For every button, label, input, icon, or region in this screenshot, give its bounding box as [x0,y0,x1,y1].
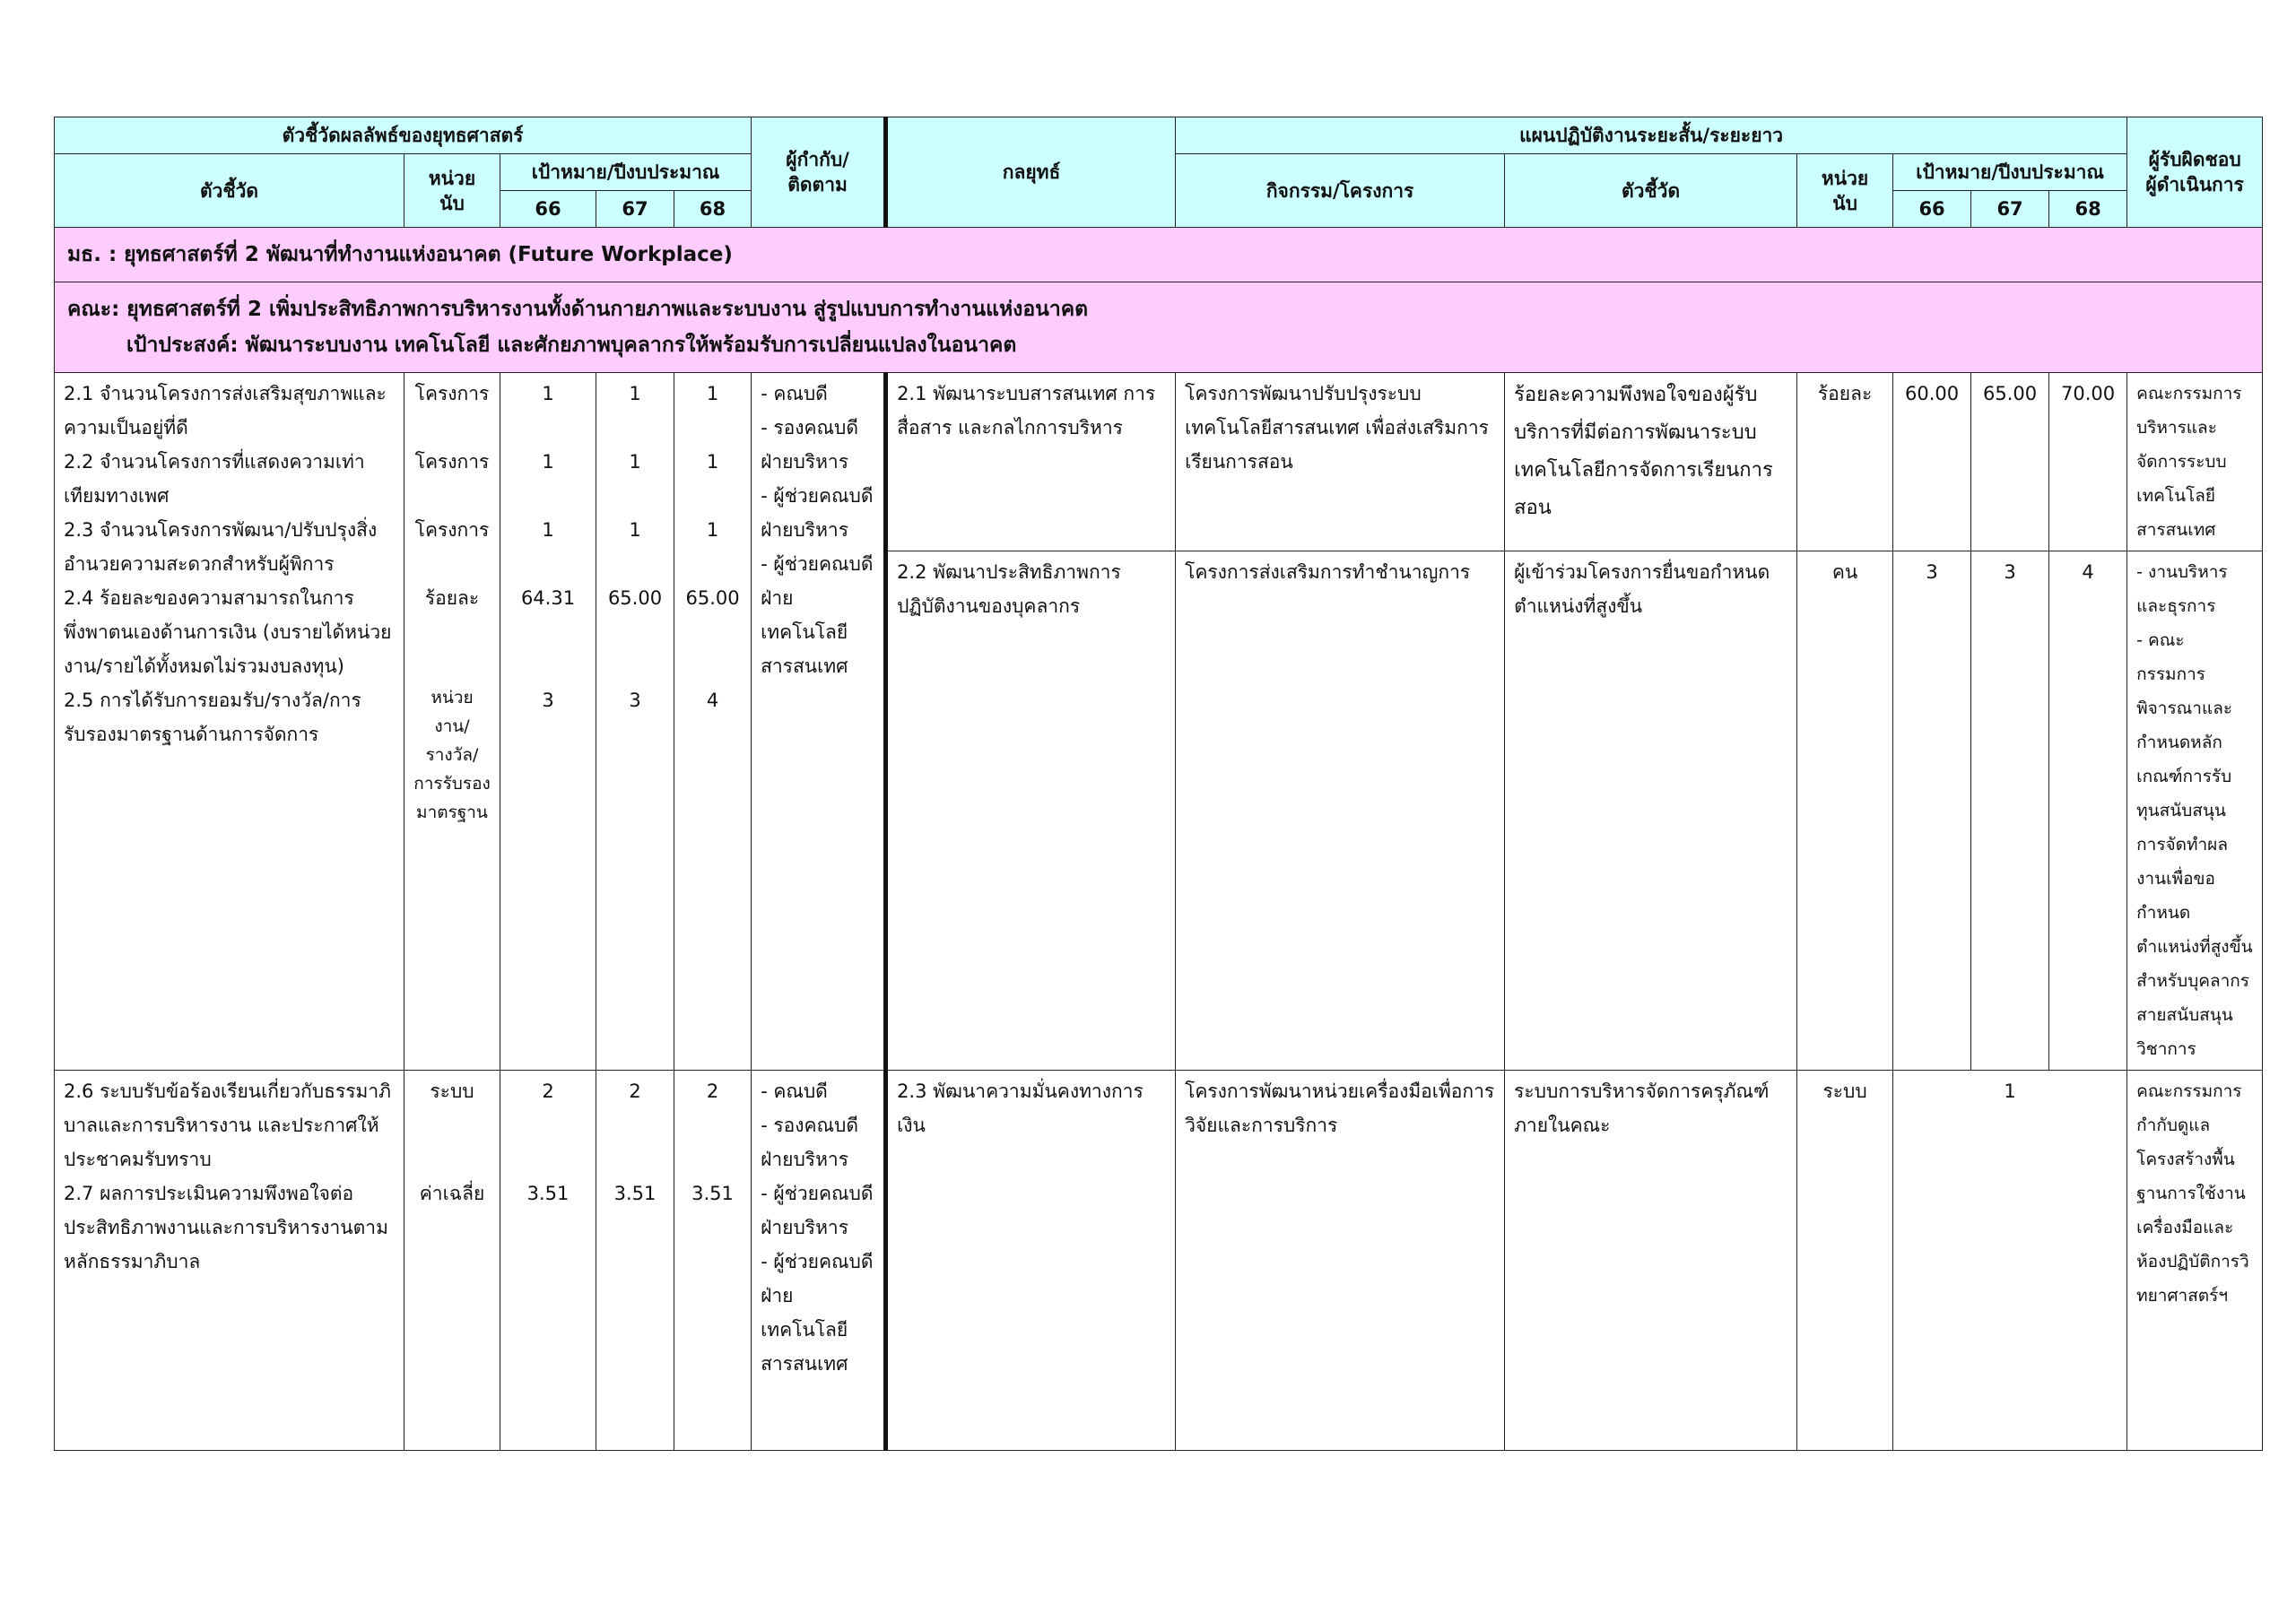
y66-list-section1 [500,373,596,1071]
unit-value: ระบบ [430,1081,474,1102]
university-strategy-text: มธ. : ยุทธศาสตร์ที่ 2 พัฒนาที่ทำงานแห่งอนาคต (Future Workplace) [67,243,733,266]
plan-y68-2-1: 70.00 [2049,373,2127,551]
unit-value: ค่าเฉลี่ย [419,1183,485,1204]
y68-list-section1 [674,373,752,1071]
kpi-item: 2.3 จำนวนโครงการพัฒนา/ปรับปรุงสิ่งอำนวยความสะดวกสำหรับผู้พิการ [64,519,378,575]
target-value: 1 [542,383,554,404]
target-value: 2 [629,1081,641,1102]
y67-list-section2 [596,1071,674,1451]
header-plan: แผนปฏิบัติงานระยะสั้น/ระยะยาว [1176,117,2127,154]
unit-value: ร้อยละ [424,587,480,609]
y66-list-section2 [500,1071,596,1451]
header-activity: กิจกรรม/โครงการ [1176,154,1505,228]
goal-text: เป้าประสงค์: พัฒนาระบบงาน เทคโนโลยี และศักยภาพบุคลากรให้พร้อมรับการเปลี่ยนแปลงในอนาคต [126,334,1017,357]
header-unit: หน่วย นับ [404,154,500,228]
header-plan-unit: หน่วย นับ [1797,154,1893,228]
target-value: 3 [542,690,554,711]
header-strategy: กลยุทธ์ [886,117,1176,228]
header-year-66: 66 [500,191,596,228]
kpi-item: 2.7 ผลการประเมินความพึงพอใจต่อประสิทธิภาพงานและการบริหารงานตามหลักธรรมาภิบาล [64,1183,388,1272]
plan-y66-2-2: 3 [1893,551,1971,1071]
target-value: 3.51 [691,1183,734,1204]
target-value: 3 [629,690,641,711]
target-value: 1 [706,519,719,541]
header-plan-year-66: 66 [1893,191,1971,228]
plan-y67-2-1: 65.00 [1971,373,2049,551]
header-strategy-kpi-group: ตัวชี้วัดผลลัพธ์ของยุทธศาสตร์ [55,117,752,154]
target-value: 65.00 [685,587,740,609]
unit-value: โครงการ [414,451,490,473]
activity-2-1: โครงการพัฒนาปรับปรุงระบบเทคโนโลยีสารสนเทศ เพื่อส่งเสริมการเรียนการสอน [1176,373,1505,551]
header-plan-kpi: ตัวชี้วัด [1505,154,1797,228]
target-value: 3.51 [613,1183,657,1204]
plan-y67-2-2: 3 [1971,551,2049,1071]
plan-kpi-2-3: ระบบการบริหารจัดการครุภัณฑ์ภายในคณะ [1505,1071,1797,1451]
strategy-plan-table [54,117,2263,1451]
strategy-2-3: 2.3 พัฒนาความมั่นคงทางการเงิน [886,1071,1176,1451]
header-target-year: เป้าหมาย/ปีงบประมาณ [500,154,752,191]
responsible-2-1: คณะกรรมการบริหารและจัดการระบบเทคโนโลยีสารสนเทศ [2127,373,2263,551]
target-value: 1 [706,383,719,404]
kpi-item: 2.5 การได้รับการยอมรับ/รางวัล/การรับรองมาตรฐานด้านการจัดการ [64,690,361,745]
plan-unit-2-3: ระบบ [1797,1071,1893,1451]
activity-2-2: โครงการส่งเสริมการทำชำนาญการ [1176,551,1505,1071]
header-plan-year-67: 67 [1971,191,2049,228]
kpi-item: 2.1 จำนวนโครงการส่งเสริมสุขภาพและความเป็นอยู่ที่ดี [64,383,387,438]
target-value: 1 [629,451,641,473]
kpi-item: 2.4 ร้อยละของความสามารถในการพึ่งพาตนเองด้านการเงิน (งบรายได้หน่วยงาน/รายได้ทั้งหมดไม่รวมงบลงทุน) [64,587,392,677]
target-value: 1 [629,383,641,404]
kpi-item: 2.6 ระบบรับข้อร้องเรียนเกี่ยวกับธรรมาภิบาลและการบริหารงาน และประกาศให้ประชาคมรับทราบ [64,1081,392,1170]
plan-target-2-3: 1 [1893,1071,2127,1451]
header-kpi: ตัวชี้วัด [55,154,404,228]
plan-kpi-2-2: ผู้เข้าร่วมโครงการยื่นขอกำหนดตำแหน่งที่สูงขึ้น [1505,551,1797,1071]
unit-list-section1 [404,373,500,1071]
plan-y66-2-1: 60.00 [1893,373,1971,551]
unit-value: โครงการ [414,383,490,404]
target-value: 2 [706,1081,719,1102]
faculty-strategy-text: คณะ: ยุทธศาสตร์ที่ 2 เพิ่มประสิทธิภาพการบริหารงานทั้งด้านกายภาพและระบบงาน สู่รูปแบบการทำงานแห่งอนาคต [67,298,1089,321]
y67-list-section1 [596,373,674,1071]
activity-2-3: โครงการพัฒนาหน่วยเครื่องมือเพื่อการวิจัยและการบริการ [1176,1071,1505,1451]
header-year-67: 67 [596,191,674,228]
target-value: 1 [629,519,641,541]
strategy-2-1: 2.1 พัฒนาระบบสารสนเทศ การสื่อสาร และกลไกการบริหาร [886,373,1176,551]
target-value: 4 [706,690,719,711]
unit-value: โครงการ [414,519,490,541]
header-responsible: ผู้รับผิดชอบ ผู้ดำเนินการ [2127,117,2263,228]
plan-y68-2-2: 4 [2049,551,2127,1071]
responsible-2-2: - งานบริหารและธุรการ - คณะกรรมการพิจารณาและกำหนดหลักเกณฑ์การรับทุนสนับสนุนการจัดทำผลงานเพื่อขอกำหนดตำแหน่งที่สูงขึ้นสำหรับบุคลากรสายสนับสนุนวิชาการ [2127,551,2263,1071]
header-supervisor: ผู้กำกับ/ ติดตาม [752,117,886,228]
target-value: 1 [706,451,719,473]
header-year-68: 68 [674,191,752,228]
supervisor-section2: - คณบดี - รองคณบดีฝ่ายบริหาร - ผู้ช่วยคณบดีฝ่ายบริหาร - ผู้ช่วยคณบดีฝ่ายเทคโนโลยีสารสนเทศ [752,1071,886,1451]
plan-kpi-2-1: ร้อยละความพึงพอใจของผู้รับบริการที่มีต่อการพัฒนาระบบเทคโนโลยีการจัดการเรียนการสอน [1505,373,1797,551]
kpi-list-section1 [55,373,404,1071]
strategy-2-2: 2.2 พัฒนาประสิทธิภาพการปฏิบัติงานของบุคลากร [886,551,1176,1071]
unit-list-section2 [404,1071,500,1451]
unit-value: หน่วยงาน/รางวัล/การรับรองมาตรฐาน [413,688,491,822]
target-value: 64.31 [520,587,576,609]
target-value: 1 [542,519,554,541]
kpi-item: 2.2 จำนวนโครงการที่แสดงความเท่าเทียมทางเพศ [64,451,365,507]
header-plan-target-year: เป้าหมาย/ปีงบประมาณ [1893,154,2127,191]
target-value: 2 [542,1081,554,1102]
target-value: 3.51 [526,1183,570,1204]
responsible-2-3: คณะกรรมการกำกับดูแลโครงสร้างพื้นฐานการใช้งานเครื่องมือและห้องปฏิบัติการวิทยาศาสตร์ฯ [2127,1071,2263,1451]
y68-list-section2 [674,1071,752,1451]
header-plan-year-68: 68 [2049,191,2127,228]
plan-unit-2-1: ร้อยละ [1797,373,1893,551]
faculty-strategy-band [55,282,2263,373]
supervisor-section1: - คณบดี - รองคณบดีฝ่ายบริหาร - ผู้ช่วยคณบดีฝ่ายบริหาร - ผู้ช่วยคณบดีฝ่ายเทคโนโลยีสารสนเทศ [752,373,886,1071]
kpi-list-section2 [55,1071,404,1451]
target-value: 65.00 [607,587,663,609]
plan-unit-2-2: คน [1797,551,1893,1071]
target-value: 1 [542,451,554,473]
university-strategy-band [55,228,2263,282]
